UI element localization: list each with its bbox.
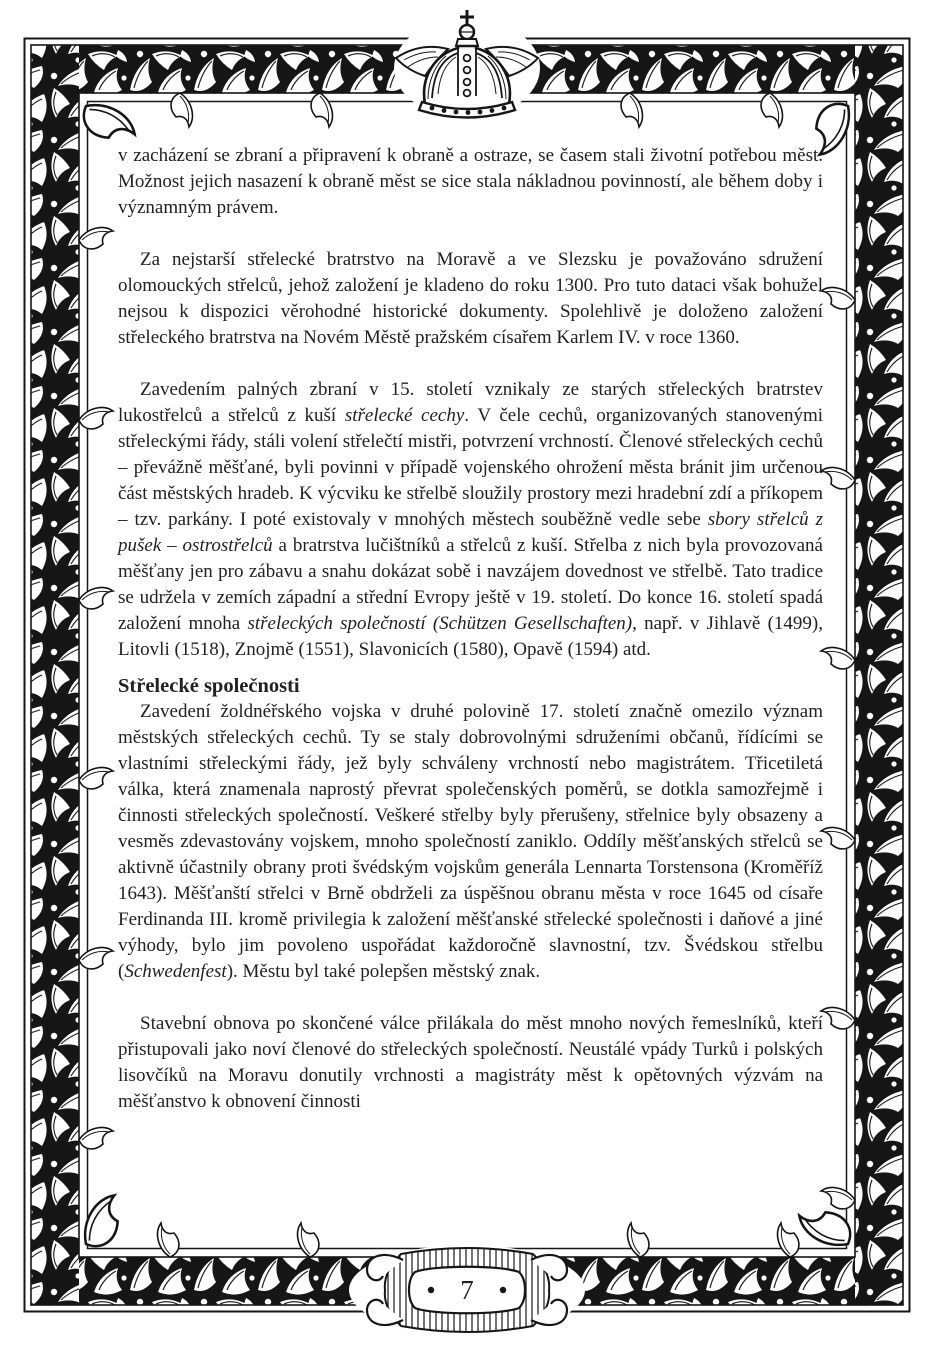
text-block xyxy=(118,143,823,1115)
scroll-cartouche-icon xyxy=(337,1242,597,1338)
italic-text-segment: Schwedenfest xyxy=(124,961,227,982)
italic-text-segment: sbory střelců z pušek – ostrostřelců xyxy=(118,509,823,556)
page-number-cartouche xyxy=(337,1242,597,1343)
text-segment: Zavedením palných zbraní v 15. století vznikaly ze starých střeleckých bratrstev lukostřelců a střelců z kuší xyxy=(118,379,823,426)
paragraph xyxy=(118,699,823,985)
text-segment: Stavební obnova po skončené válce přilákala do měst mnoho nových řemeslníků, kteří přistupovali jako noví členové do střeleckých společností. Neustálé vpády Turků i polských lisovčíků na Moravu donutily vrchnosti a magistráty měst k opětovných výzvám na měšťanstvo k obnovení činnosti xyxy=(118,1013,823,1112)
text-segment: . V čele cechů, organizovaných stanovenými střeleckými řády, stáli volení střelečtí mistři, potvrzení vrchností. Členové střeleckých cechů – převážně měšťané, byli povinni v případě vojenského ohrožení města bránit jim určenou část městských hradeb. K výcviku ke střelbě sloužily prostory mezi hradební zdí a příkopem – tzv. parkány. I poté existovaly v mnohých městech souběžně vedle sebe xyxy=(118,405,824,530)
paragraph xyxy=(118,377,823,663)
imperial-crown-icon xyxy=(392,6,542,121)
paragraph xyxy=(118,143,823,221)
cartouche-rivet-left xyxy=(427,1287,433,1293)
text-segment: a bratrstva lučištníků a střelců z kuší. Střelba z nich byla provozovaná měšťany jen pro zábavu a snahu dokázat sobě i navzájem dovednost ve střelbě. Tato tradice se udržela v zemích západní a střední Evropy ještě v 19. století. Do konce 16. století spadá založení mnoha xyxy=(118,535,823,634)
italic-text-segment: střelecké cechy xyxy=(344,405,465,426)
paragraph xyxy=(118,247,823,351)
cartouche-rivet-right xyxy=(499,1287,505,1293)
paragraph xyxy=(118,1011,823,1115)
crown-ornament xyxy=(392,6,542,126)
text-segment: v zacházení se zbraní a připravení k obraně a ostraze, se časem stali životní potřebou měst. Možnost jejich nasazení k obraně měst se sice stala nákladnou povinností, ale během doby i významným právem. xyxy=(118,145,823,218)
text-segment: ). Městu byl také polepšen městský znak. xyxy=(226,961,541,982)
text-segment: Zavedení žoldnéřského vojska v druhé polovině 17. století značně omezilo význam městských střeleckých cechů. Ty se staly dobrovolnými sdruženími občanů, řídícími se vlastními střeleckými řády, jež byly schváleny vrchností nebo magistrátem. Třicetiletá válka, která znamenala naprostý převrat společenských poměrů, se dotkla samozřejmě i činnosti střeleckých společností. Veškeré střelby byly přerušeny, střelnice byly obsazeny a vesměs zdevastovány vojskem, mnoho společností zaniklo. Oddíly měšťanských střelců se aktivně účastnily obrany proti švédským vojskům generála Lennarta Torstensona (Kroměříž 1643). Měšťanští střelci v Brně obdrželi za úspěšnou obranu města v roce 1645 od císaře Ferdinanda III. kromě privilegia k založení měšťanské střelecké společnosti i daňové a jiné výhody, bylo jim povoleno uspořádat každoročně slavnostní, tzv. Švédskou střelbu ( xyxy=(118,701,823,982)
section-heading: Střelecké společnosti xyxy=(118,675,300,697)
text-segment: , např. v Jihlavě (1499), Litovli (1518), Znojmě (1551), Slavonicích (1580), Opavě (1594) atd. xyxy=(118,613,823,660)
text-segment: Za nejstarší střelecké bratrstvo na Moravě a ve Slezsku je považováno sdružení olomouckých střelců, jehož založení je kladeno do roku 1300. Pro tuto dataci však bohužel nejsou k dispozici věrohodné historické dokumenty. Spolehlivě je doloženo založení střeleckého bratrstva na Novém Městě pražském císařem Karlem IV. v roce 1360. xyxy=(118,249,823,348)
page-number: 7 xyxy=(459,1275,474,1305)
italic-text-segment: střeleckých společností (Schützen Gesellschaften) xyxy=(247,613,633,634)
